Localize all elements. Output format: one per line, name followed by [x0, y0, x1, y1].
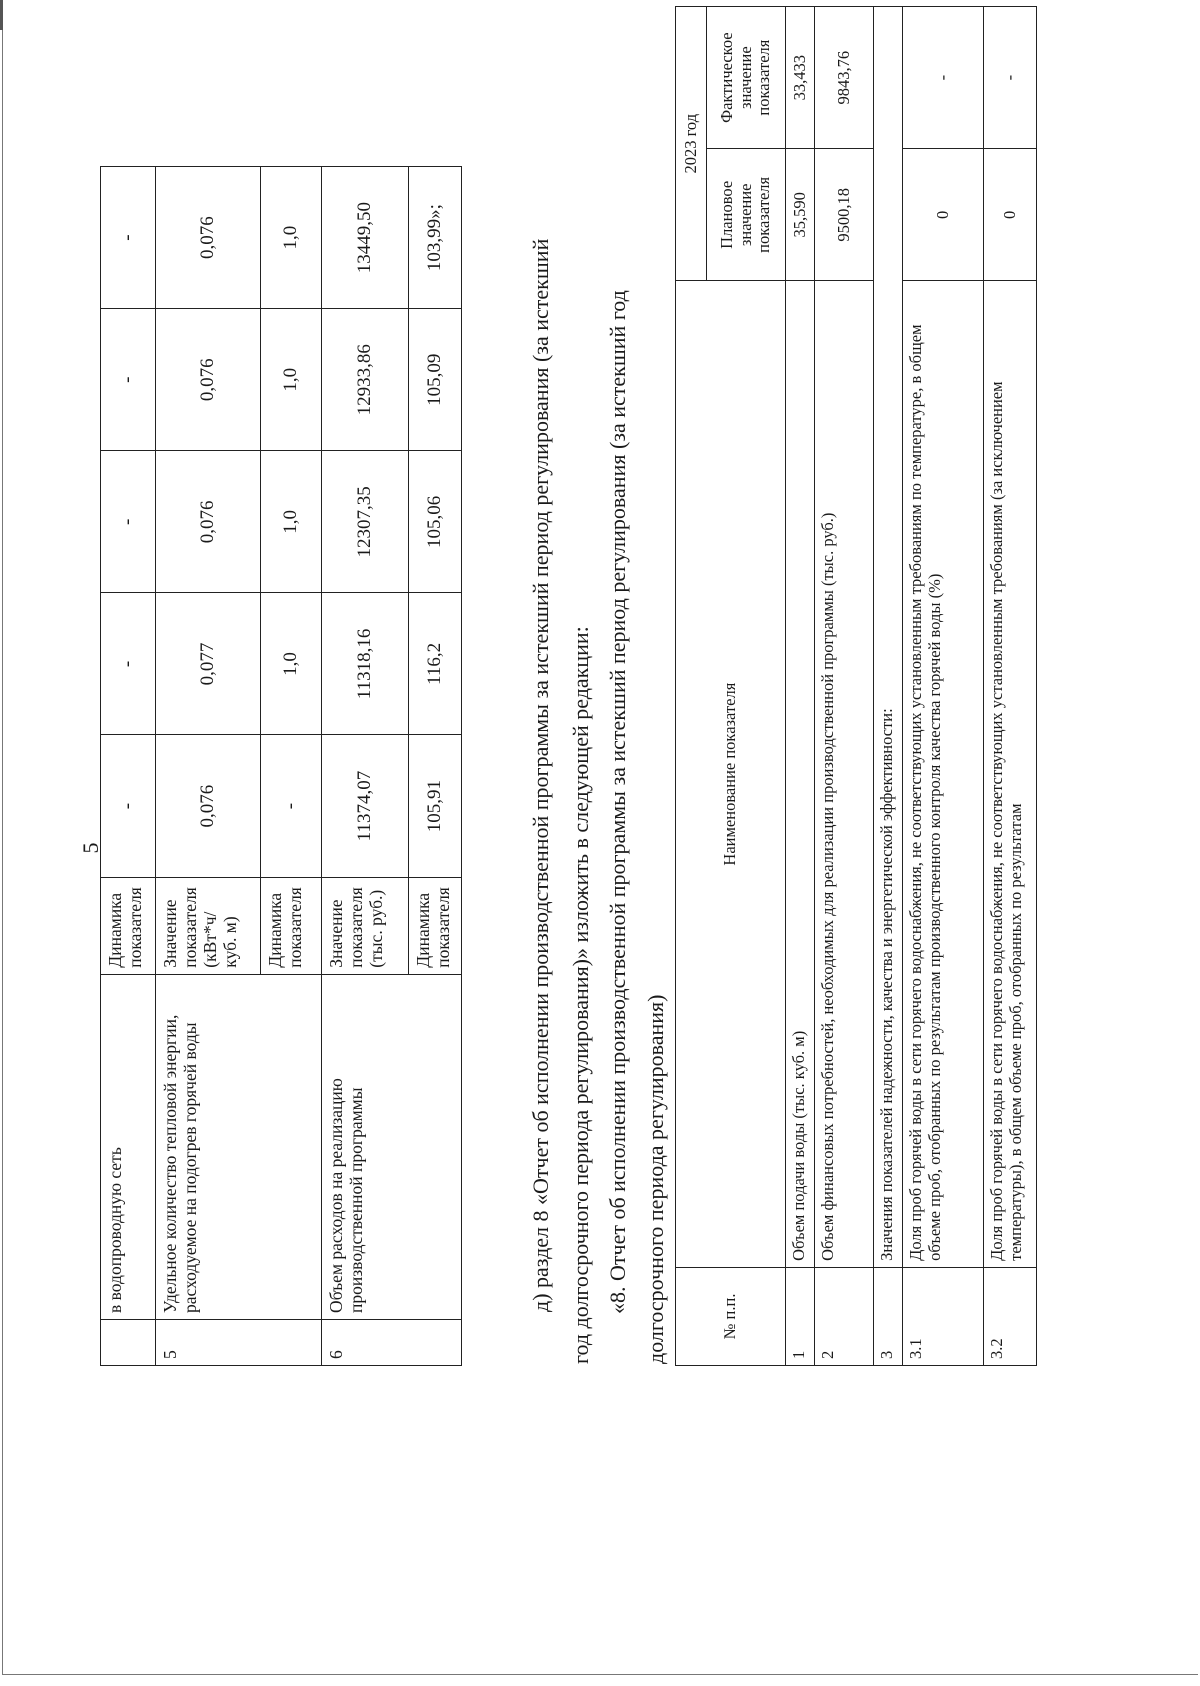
header-indicator-name: Наименование показателя: [676, 281, 786, 1267]
value-cell: -: [101, 735, 156, 877]
value-cell: 0,076: [156, 735, 261, 877]
table-row: [786, 7, 815, 1366]
indicator-name: в водопроводную сеть: [101, 974, 156, 1319]
row-number: 3: [874, 1267, 903, 1365]
value-cell: 11374,07: [322, 735, 409, 877]
fact-value: -: [903, 7, 984, 149]
table-row: [903, 7, 984, 1366]
paragraph-amendment: д) раздел 8 «Отчет об исполнении производственной программы за истекший период регулирования (за истекший: [528, 238, 553, 1312]
row-number: 3.2: [984, 1267, 1037, 1365]
value-cell: 116,2: [409, 593, 462, 735]
table-row: [984, 7, 1037, 1366]
indicator-name: Объем расходов на реализацию производственной программы: [322, 974, 462, 1319]
table-row: [101, 167, 156, 1366]
header-year: 2023 год: [676, 7, 707, 281]
plan-value: 35,590: [786, 149, 815, 281]
header-fact: Фактическое значение показателя: [707, 7, 786, 149]
value-cell: 1,0: [261, 309, 322, 451]
table-header-row: [676, 7, 707, 1366]
row-number: 1: [786, 1267, 815, 1365]
indicator-name: Объем финансовых потребностей, необходимых для реализации производственной программы (тыс. руб.): [815, 281, 874, 1267]
indicator-type: Динамика показателя: [261, 877, 322, 974]
header-plan: Плановое значение показателя: [707, 149, 786, 281]
indicator-type: Динамика показателя: [409, 877, 462, 974]
row-number: 2: [815, 1267, 874, 1365]
fact-value: 33,433: [786, 7, 815, 149]
value-cell: 0,076: [156, 167, 261, 309]
value-cell: 12307,35: [322, 451, 409, 593]
value-cell: 0,076: [156, 309, 261, 451]
value-cell: 105,91: [409, 735, 462, 877]
fact-value: 9843,76: [815, 7, 874, 149]
value-cell: -: [101, 309, 156, 451]
plan-value: 0: [903, 149, 984, 281]
table-row: [322, 167, 409, 1366]
indicator-name: Объем подачи воды (тыс. куб. м): [786, 281, 815, 1267]
row-number: 5: [156, 1319, 322, 1365]
row-number: 6: [322, 1319, 462, 1365]
fact-value: -: [984, 7, 1037, 149]
indicator-name: Доля проб горячей воды в сети горячего водоснабжения, не соответствующих установленным требованиям (за исключением температуры), в общем объеме проб, отобранных по результатам: [984, 281, 1037, 1267]
header-number: № п.п.: [676, 1267, 786, 1365]
section-heading: «8. Отчет об исполнении производственной программы за истекший период регулирования (за истекший год: [605, 290, 630, 1314]
value-cell: 0,076: [156, 451, 261, 593]
section-title: Значения показателей надежности, качества и энергетической эффективности:: [874, 7, 903, 1268]
plan-value: 0: [984, 149, 1037, 281]
value-cell: 0,077: [156, 593, 261, 735]
row-number: [101, 1319, 156, 1365]
indicator-type: Значение показателя (тыс. руб.): [322, 877, 409, 974]
indicator-type: Значение показателя (кВт*ч/куб. м): [156, 877, 261, 974]
page-number: 5: [78, 842, 103, 854]
report-table: [675, 6, 1037, 1366]
indicator-name: Удельное количество тепловой энергии, расходуемое на подогрев горячей воды: [156, 974, 322, 1319]
value-cell: 1,0: [261, 167, 322, 309]
value-cell: -: [101, 593, 156, 735]
value-cell: -: [261, 735, 322, 877]
table-row: [156, 167, 261, 1366]
plan-value: 9500,18: [815, 149, 874, 281]
value-cell: -: [101, 451, 156, 593]
value-cell: -: [101, 167, 156, 309]
indicator-type: Динамика показателя: [101, 877, 156, 974]
value-cell: 11318,16: [322, 593, 409, 735]
value-cell: 12933,86: [322, 309, 409, 451]
value-cell: 1,0: [261, 593, 322, 735]
section-heading-cont: долгосрочного периода регулирования): [643, 994, 668, 1364]
value-cell: 13449,50: [322, 167, 409, 309]
paragraph-amendment-cont: год долгосрочного периода регулирования)» изложить в следующей редакции:: [568, 626, 593, 1364]
indicators-table: [100, 166, 462, 1366]
value-cell: 1,0: [261, 451, 322, 593]
row-number: 3.1: [903, 1267, 984, 1365]
value-cell: 103,99»;: [409, 167, 462, 309]
indicator-name: Доля проб горячей воды в сети горячего водоснабжения, не соответствующих установленным требованиям по температуре, в общем объеме проб, отобранных по результатам производственного контроля качества горячей воды (%): [903, 281, 984, 1267]
value-cell: 105,06: [409, 451, 462, 593]
value-cell: 105,09: [409, 309, 462, 451]
table-row: [874, 7, 903, 1366]
table-row: [815, 7, 874, 1366]
